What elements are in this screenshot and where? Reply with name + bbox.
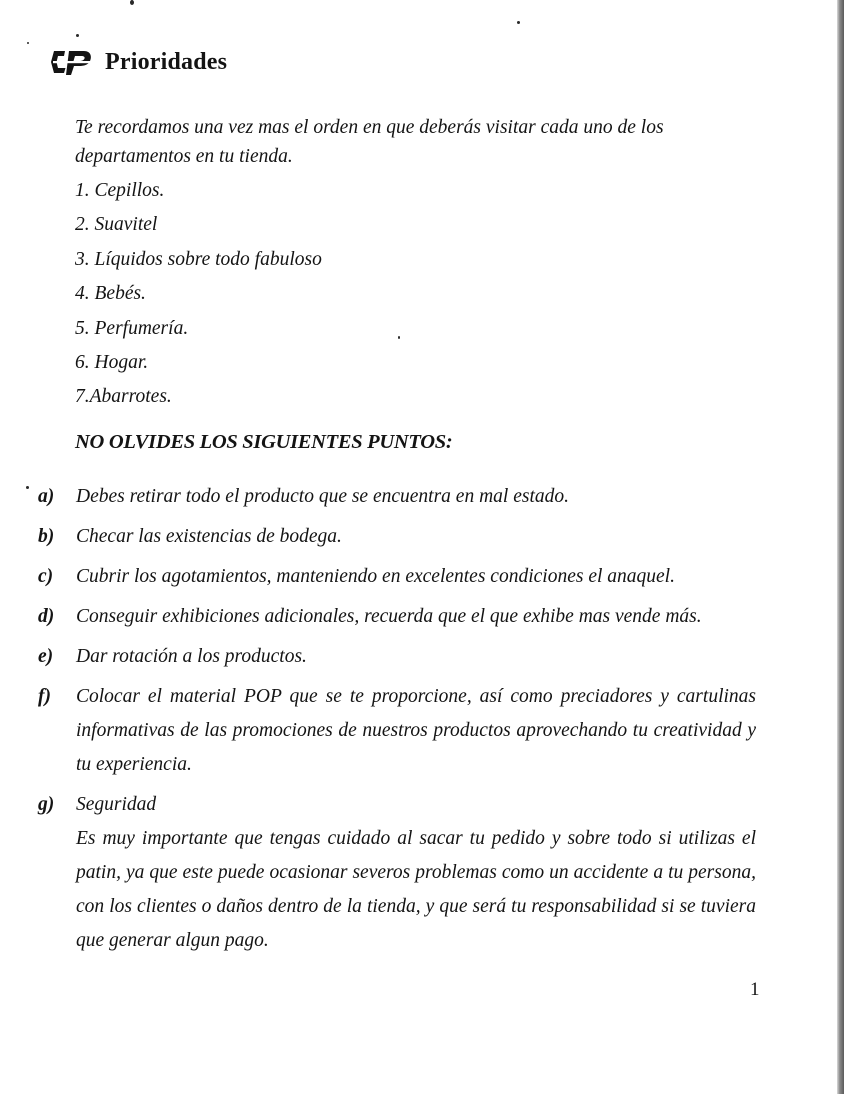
point-text: Seguridad: [76, 794, 157, 815]
priority-item: 2. Suavitel: [75, 214, 158, 236]
cp-logo-icon: [50, 47, 96, 77]
priority-item: 5. Perfumería.: [75, 317, 189, 339]
list-item: [38, 480, 756, 514]
point-text-group: [76, 788, 756, 958]
point-text: Colocar el material POP que se te proporcione, así como preciadores y cartulinas informativas de las promociones de nuestros productos aprovechando tu creatividad y tu experiencia.: [76, 686, 756, 775]
list-item: [38, 560, 756, 594]
point-letter: g): [38, 794, 55, 815]
point-detail: Es muy importante que tengas cuidado al sacar tu pedido y sobre todo si utilizas el patin, ya que este puede ocasionar severos problemas como un accidente a tu persona, con los clientes o daños dentro de la tienda, y que será tu responsabilidad si se tuviera que generar algun pago.: [76, 828, 756, 951]
list-item: [38, 640, 756, 674]
list-item: [38, 788, 756, 958]
priority-item: 6. Hogar.: [75, 351, 149, 373]
list-item: [38, 520, 756, 554]
point-text: Conseguir exhibiciones adicionales, recuerda que el que exhibe mas vende más.: [76, 606, 702, 627]
scan-speck: [27, 42, 29, 44]
priority-list: [75, 176, 322, 417]
priority-item: 7.Abarrotes.: [75, 386, 172, 408]
points-list: [38, 480, 756, 964]
priority-item: 4. Bebés.: [75, 283, 146, 305]
list-item: [38, 600, 756, 634]
point-text: Cubrir los agotamientos, manteniendo en excelentes condiciones el anaquel.: [76, 566, 675, 587]
intro-paragraph: Te recordamos una vez mas el orden en que deberás visitar cada uno de los departamentos en tu tienda.: [75, 117, 664, 167]
point-letter: c): [38, 566, 54, 587]
scanned-page-edge: [837, 0, 844, 1094]
point-text: Debes retirar todo el producto que se encuentra en mal estado.: [76, 486, 570, 507]
page-number: 1: [750, 979, 760, 1000]
point-letter: e): [38, 646, 54, 667]
priority-item: 3. Líquidos sobre todo fabuloso: [75, 248, 322, 270]
scan-speck: [517, 21, 520, 24]
list-item: [38, 680, 756, 782]
point-text: Checar las existencias de bodega.: [76, 526, 342, 547]
point-letter: f): [38, 686, 51, 707]
point-text: Dar rotación a los productos.: [76, 646, 307, 667]
section-heading: NO OLVIDES LOS SIGUIENTES PUNTOS:: [75, 431, 453, 453]
point-letter: d): [38, 606, 55, 627]
scan-speck: [130, 0, 134, 5]
point-letter: a): [38, 486, 55, 507]
scan-speck: [398, 336, 400, 339]
scan-speck: [76, 34, 79, 37]
scan-speck: [26, 486, 29, 489]
document-header: [50, 42, 227, 82]
priority-item: 1. Cepillos.: [75, 180, 165, 201]
page-title: Prioridades: [105, 48, 228, 75]
point-letter: b): [38, 526, 55, 547]
